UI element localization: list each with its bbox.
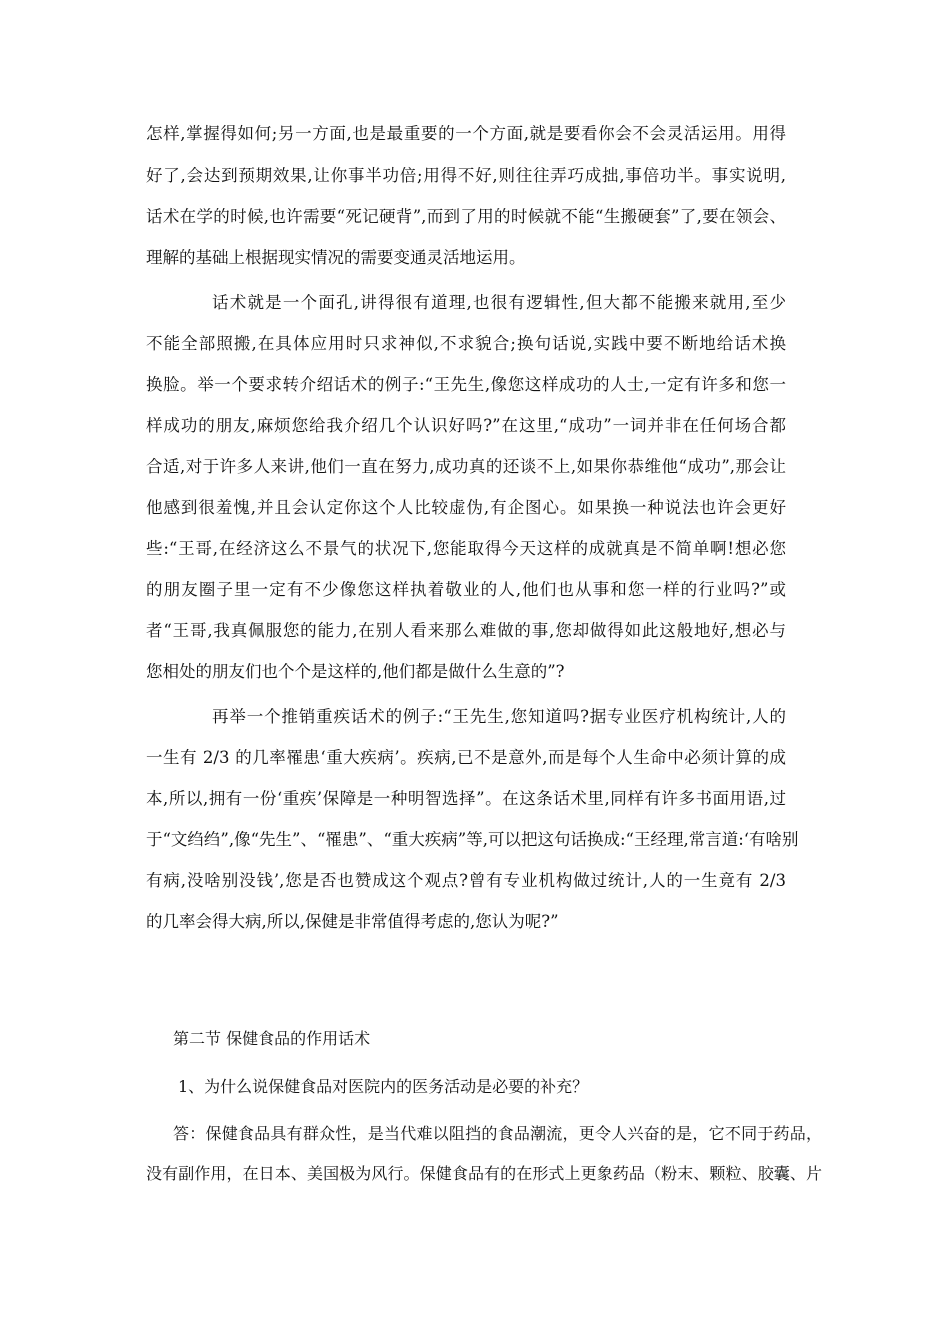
paragraph-2-line: 合适,对于许多人来讲,他们一直在努力,成功真的还谈不上,如果你恭维他“成功”,那会让 xyxy=(146,457,786,476)
paragraph-2-line: 样成功的朋友,麻烦您给我介绍几个认识好吗?”在这里,“成功”一词并非在任何场合都 xyxy=(146,416,786,435)
paragraph-3-line: 本,所以,拥有一份‘重疾’保障是一种明智选择”。在这条话术里,同样有许多书面用语,过 xyxy=(146,789,786,808)
paragraph-2-line: 他感到很羞愧,并且会认定你这个人比较虚伪,有企图心。如果换一种说法也许会更好 xyxy=(146,498,786,517)
answer-1-line: 没有副作用，在日本、美国极为风行。保健食品有的在形式上更象药品（粉末、颗粒、胶囊、片 xyxy=(146,1164,822,1183)
paragraph-3-line: 再举一个推销重疾话术的例子:“王先生,您知道吗?据专业医疗机构统计,人的 xyxy=(212,707,786,726)
paragraph-2-line: 换脸。举一个要求转介绍话术的例子:“王先生,像您这样成功的人士,一定有许多和您一 xyxy=(146,375,786,394)
section-heading: 第二节 保健食品的作用话术 xyxy=(173,1029,371,1048)
paragraph-1-line: 好了,会达到预期效果,让你事半功倍;用得不好,则往往弄巧成拙,事倍功半。事实说明, xyxy=(146,166,786,185)
paragraph-2-line: 不能全部照搬,在具体应用时只求神似,不求貌合;换句话说,实践中要不断地给话术换 xyxy=(146,334,786,353)
paragraph-2-line: 者“王哥,我真佩服您的能力,在别人看来那么难做的事,您却做得如此这般地好,想必与 xyxy=(146,621,786,640)
paragraph-2-line: 话术就是一个面孔,讲得很有道理,也很有逻辑性,但大都不能搬来就用,至少 xyxy=(212,293,786,312)
answer-1-line: 答：保健食品具有群众性，是当代难以阻挡的食品潮流，更令人兴奋的是，它不同于药品， xyxy=(173,1124,822,1143)
paragraph-2-line: 的朋友圈子里一定有不少像您这样执着敬业的人,他们也从事和您一样的行业吗?”或 xyxy=(146,580,786,599)
paragraph-3-line: 一生有 2/3 的几率罹患‘重大疾病’。疾病,已不是意外,而是每个人生命中必须计算的成 xyxy=(146,748,786,767)
paragraph-3-line: 有病,没啥别没钱’,您是否也赞成这个观点?曾有专业机构做过统计,人的一生竟有 2/3 xyxy=(146,871,786,890)
paragraph-2-line: 些:“王哥,在经济这么不景气的状况下,您能取得今天这样的成就真是不简单啊!想必您 xyxy=(146,539,786,558)
paragraph-1-line: 怎样,掌握得如何;另一方面,也是最重要的一个方面,就是要看你会不会灵活运用。用得 xyxy=(146,124,786,143)
paragraph-1-line: 话术在学的时候,也许需要“死记硬背”,而到了用的时候就不能“生搬硬套”了,要在领会、 xyxy=(146,207,786,226)
paragraph-3-line: 的几率会得大病,所以,保健是非常值得考虑的,您认为呢?” xyxy=(146,912,559,931)
question-1: 1、为什么说保健食品对医院内的医务活动是必要的补充？ xyxy=(178,1077,589,1096)
paragraph-2-line: 您相处的朋友们也个个是这样的,他们都是做什么生意的”? xyxy=(146,662,565,681)
paragraph-3-line: 于“文绉绉”,像“先生”、“罹患”、“重大疾病”等,可以把这句话换成:“王经理,常言道:‘有啥别 xyxy=(146,830,799,849)
paragraph-1-line: 理解的基础上根据现实情况的需要变通灵活地运用。 xyxy=(146,248,526,267)
